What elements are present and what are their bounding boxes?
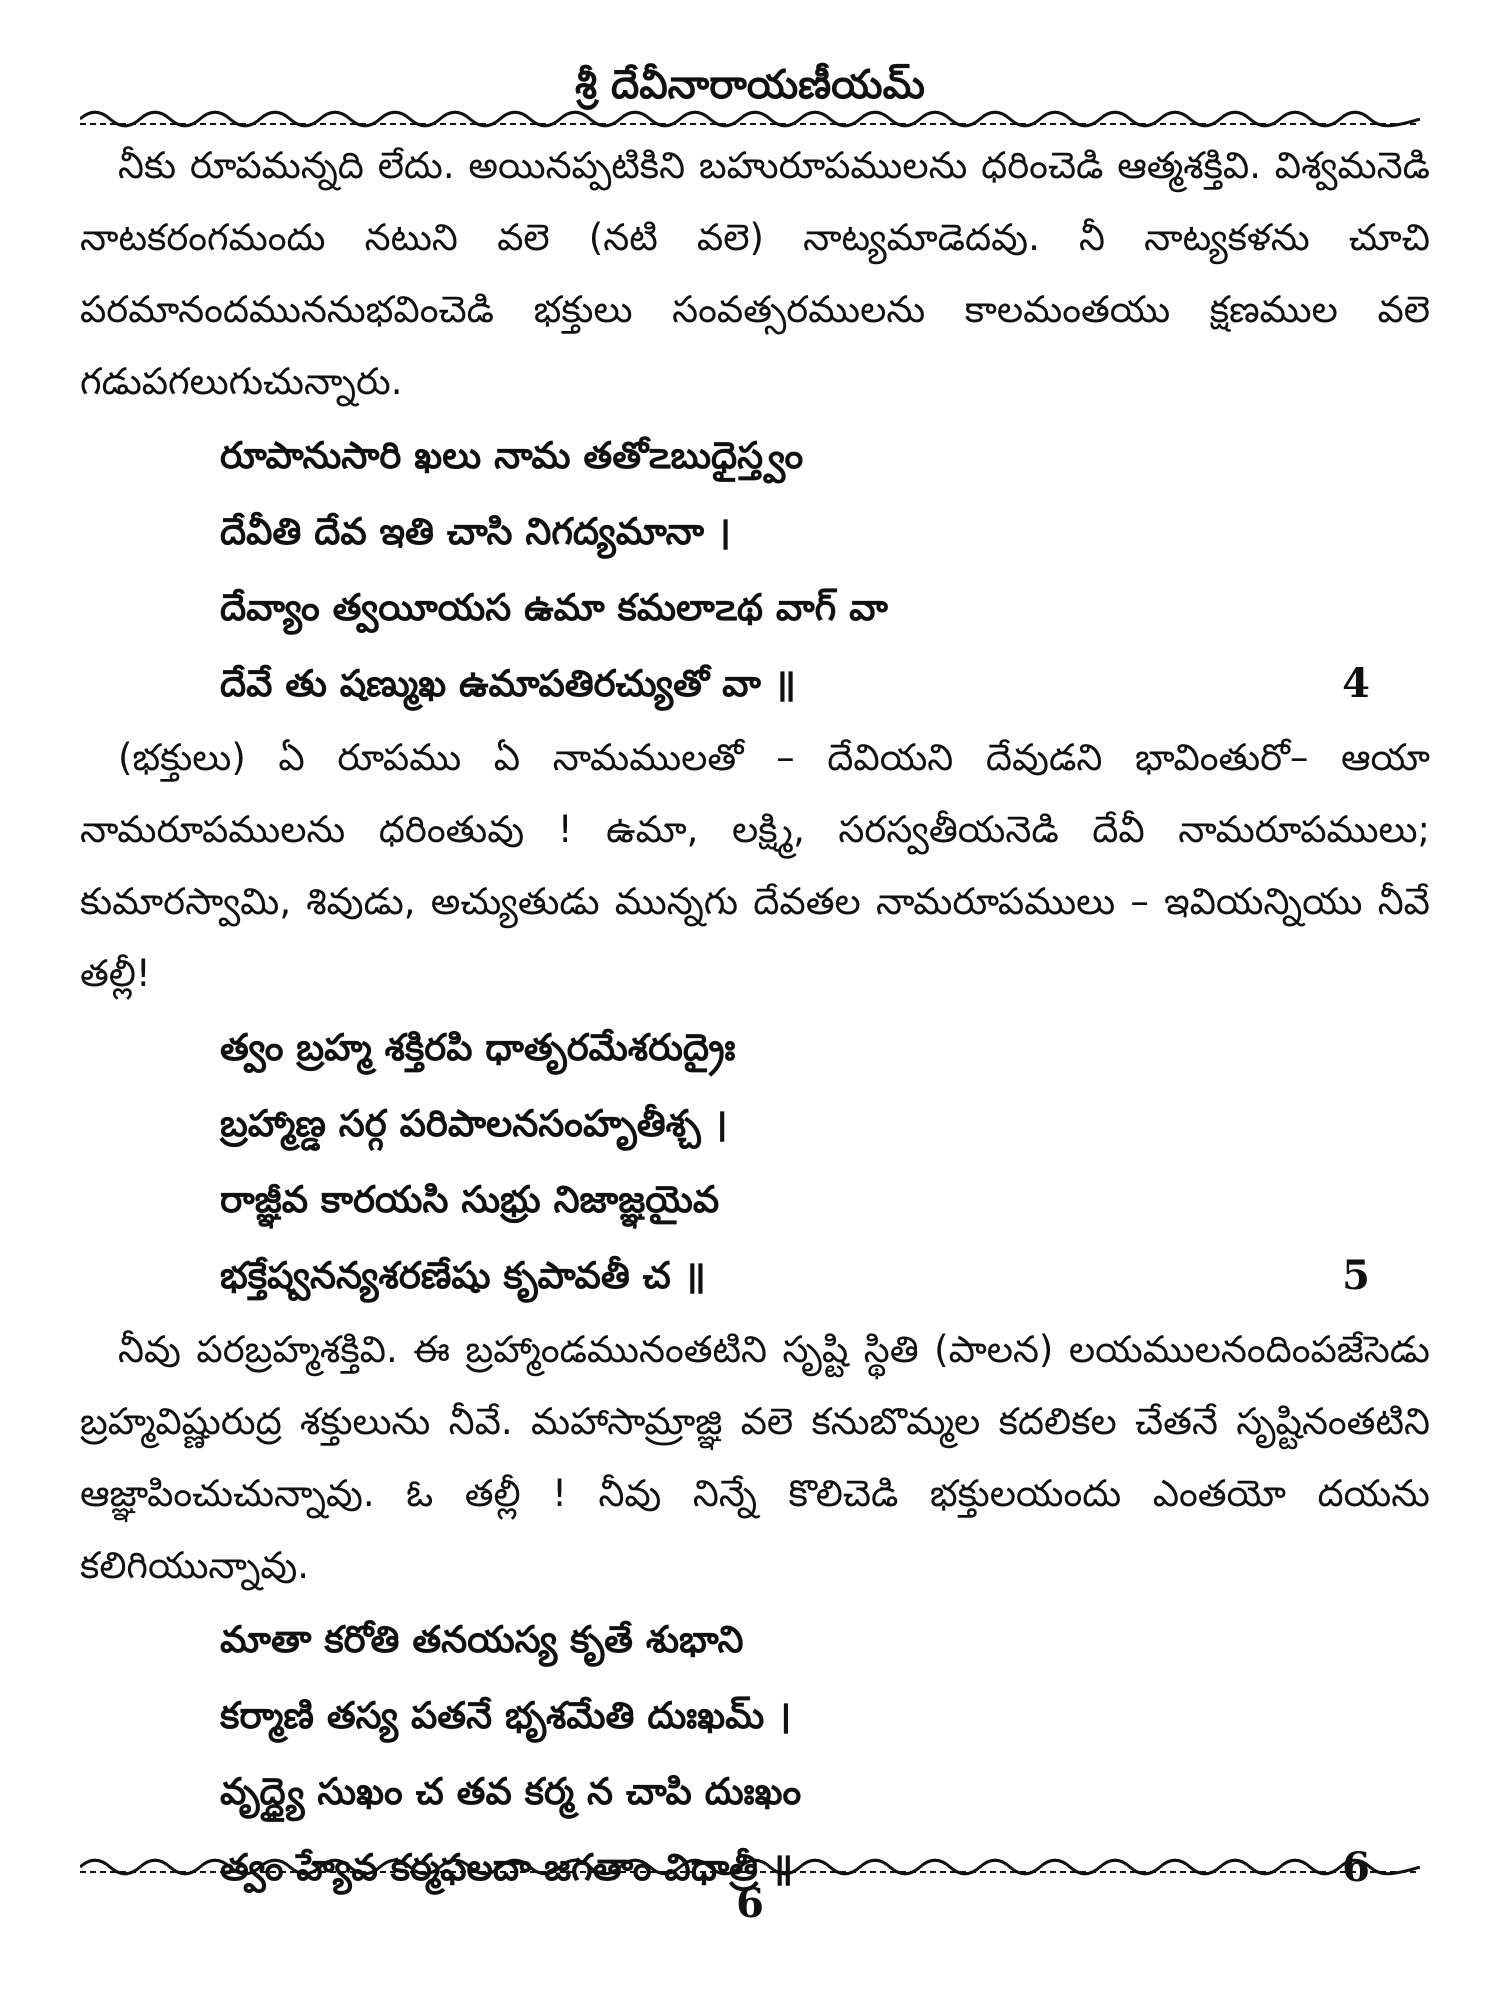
verse-4-line-2: దేవీతి దేవ ఇతి చాసి నిగద్యమానా । bbox=[220, 510, 731, 553]
paragraph-2 bbox=[80, 722, 1430, 1010]
verse-4-line-1: రూపానుసారి ఖలు నామ తతో౽బుధైస్త్వం bbox=[220, 434, 804, 477]
verse-5-line-2: బ్రహ్మాణ్డ సర్గ పరిపాలనసంహృతీశ్చ । bbox=[220, 1102, 728, 1145]
verse-5-line-1: త్వం బ్రహ్మ శక్తిరపి ధాతృరమేశరుద్రైః bbox=[220, 1026, 736, 1069]
verse-4 bbox=[80, 418, 1430, 722]
paragraph-3-text: నీవు పరబ్రహ్మశక్తివి. ఈ బ్రహ్మాండమునంతటిని సృష్టి స్థితి (పాలన) లయములనందింపజేసెడు బ్రహ్మవిష్ణురుద్ర శక్తులును నీవే. మహాసామ్రాజ్ఞి వలె కనుబొమ్మల కదలికల చేతనే సృష్టినంతటిని ఆజ్ఞాపించుచున్నావు. ఓ తల్లీ ! నీవు నిన్నే కొలిచెడి భక్తులయందు ఎంతయో దయను కలిగియున్నావు. bbox=[80, 1328, 1430, 1587]
paragraph-2-text: (భక్తులు) ఏ రూపము ఏ నామములతో – దేవియని దేవుడని భావింతురో– ఆయా నామరూపములను ధరింతువు ! ఉమా, లక్ష్మి, సరస్వతీయనెడి దేవీ నామరూపములు; కుమారస్వామి, శివుడు, అచ్యుతుడు మున్నగు దేవతల నామరూపములు – ఇవియన్నియు నీవే తల్లీ! bbox=[80, 736, 1430, 995]
verse-5-line-4: భక్తేష్వనన్యశరణేషు కృపావతీ చ ॥ bbox=[220, 1254, 706, 1297]
verse-6-number: 6 bbox=[1342, 1844, 1370, 1891]
verse-5-line-3: రాజ్ఞీవ కారయసి సుభ్రు నిజాజ్ఞయైవ bbox=[220, 1178, 720, 1221]
page-header-title: శ్రీ దేవీనారాయణీయమ్ bbox=[575, 62, 925, 108]
verse-5 bbox=[80, 1010, 1430, 1314]
verse-4-number: 4 bbox=[1342, 660, 1370, 707]
page-number: 6 bbox=[736, 1880, 764, 1927]
verse-6-line-3: వృద్ధ్యై సుఖం చ తవ కర్మ న చాపి దుఃఖం bbox=[220, 1770, 802, 1813]
verse-6-line-2: కర్మాణి తస్య పతనే భృశమేతి దుఃఖమ్ । bbox=[220, 1694, 792, 1737]
ornamental-border-bottom bbox=[80, 1856, 1420, 1878]
verse-5-number: 5 bbox=[1342, 1252, 1370, 1299]
verse-4-line-4: దేవే తు షణ్ముఖ ఉమాపతిరచ్యుతో వా ॥ bbox=[220, 662, 796, 705]
verse-6-line-1: మాతా కరోతి తనయస్య కృతే శుభాని bbox=[220, 1618, 744, 1661]
page-content bbox=[80, 130, 1430, 1906]
ornamental-border-top bbox=[80, 108, 1420, 130]
paragraph-1-text: నీకు రూపమన్నది లేదు. అయినప్పటికిని బహురూపములను ధరించెడి ఆత్మశక్తివి. విశ్వమనెడి నాటకరంగమందు నటుని వలె (నటి వలె) నాట్యమాడెదవు. నీ నాట్యకళను చూచి పరమానందముననుభవించెడి భక్తులు సంవత్సరములను కాలమంతయు క్షణముల వలె గడుపగలుగుచున్నారు. bbox=[80, 144, 1430, 403]
paragraph-1 bbox=[80, 130, 1430, 418]
verse-6-line-4: త్వం హ్యేవ కర్మఫలదా జగతాం విధాత్రీ ॥ bbox=[220, 1846, 794, 1889]
verse-4-line-3: దేవ్యాం త్వయీయస ఉమా కమలా౽థ వాగ్ వా bbox=[220, 586, 888, 629]
paragraph-3 bbox=[80, 1314, 1430, 1602]
